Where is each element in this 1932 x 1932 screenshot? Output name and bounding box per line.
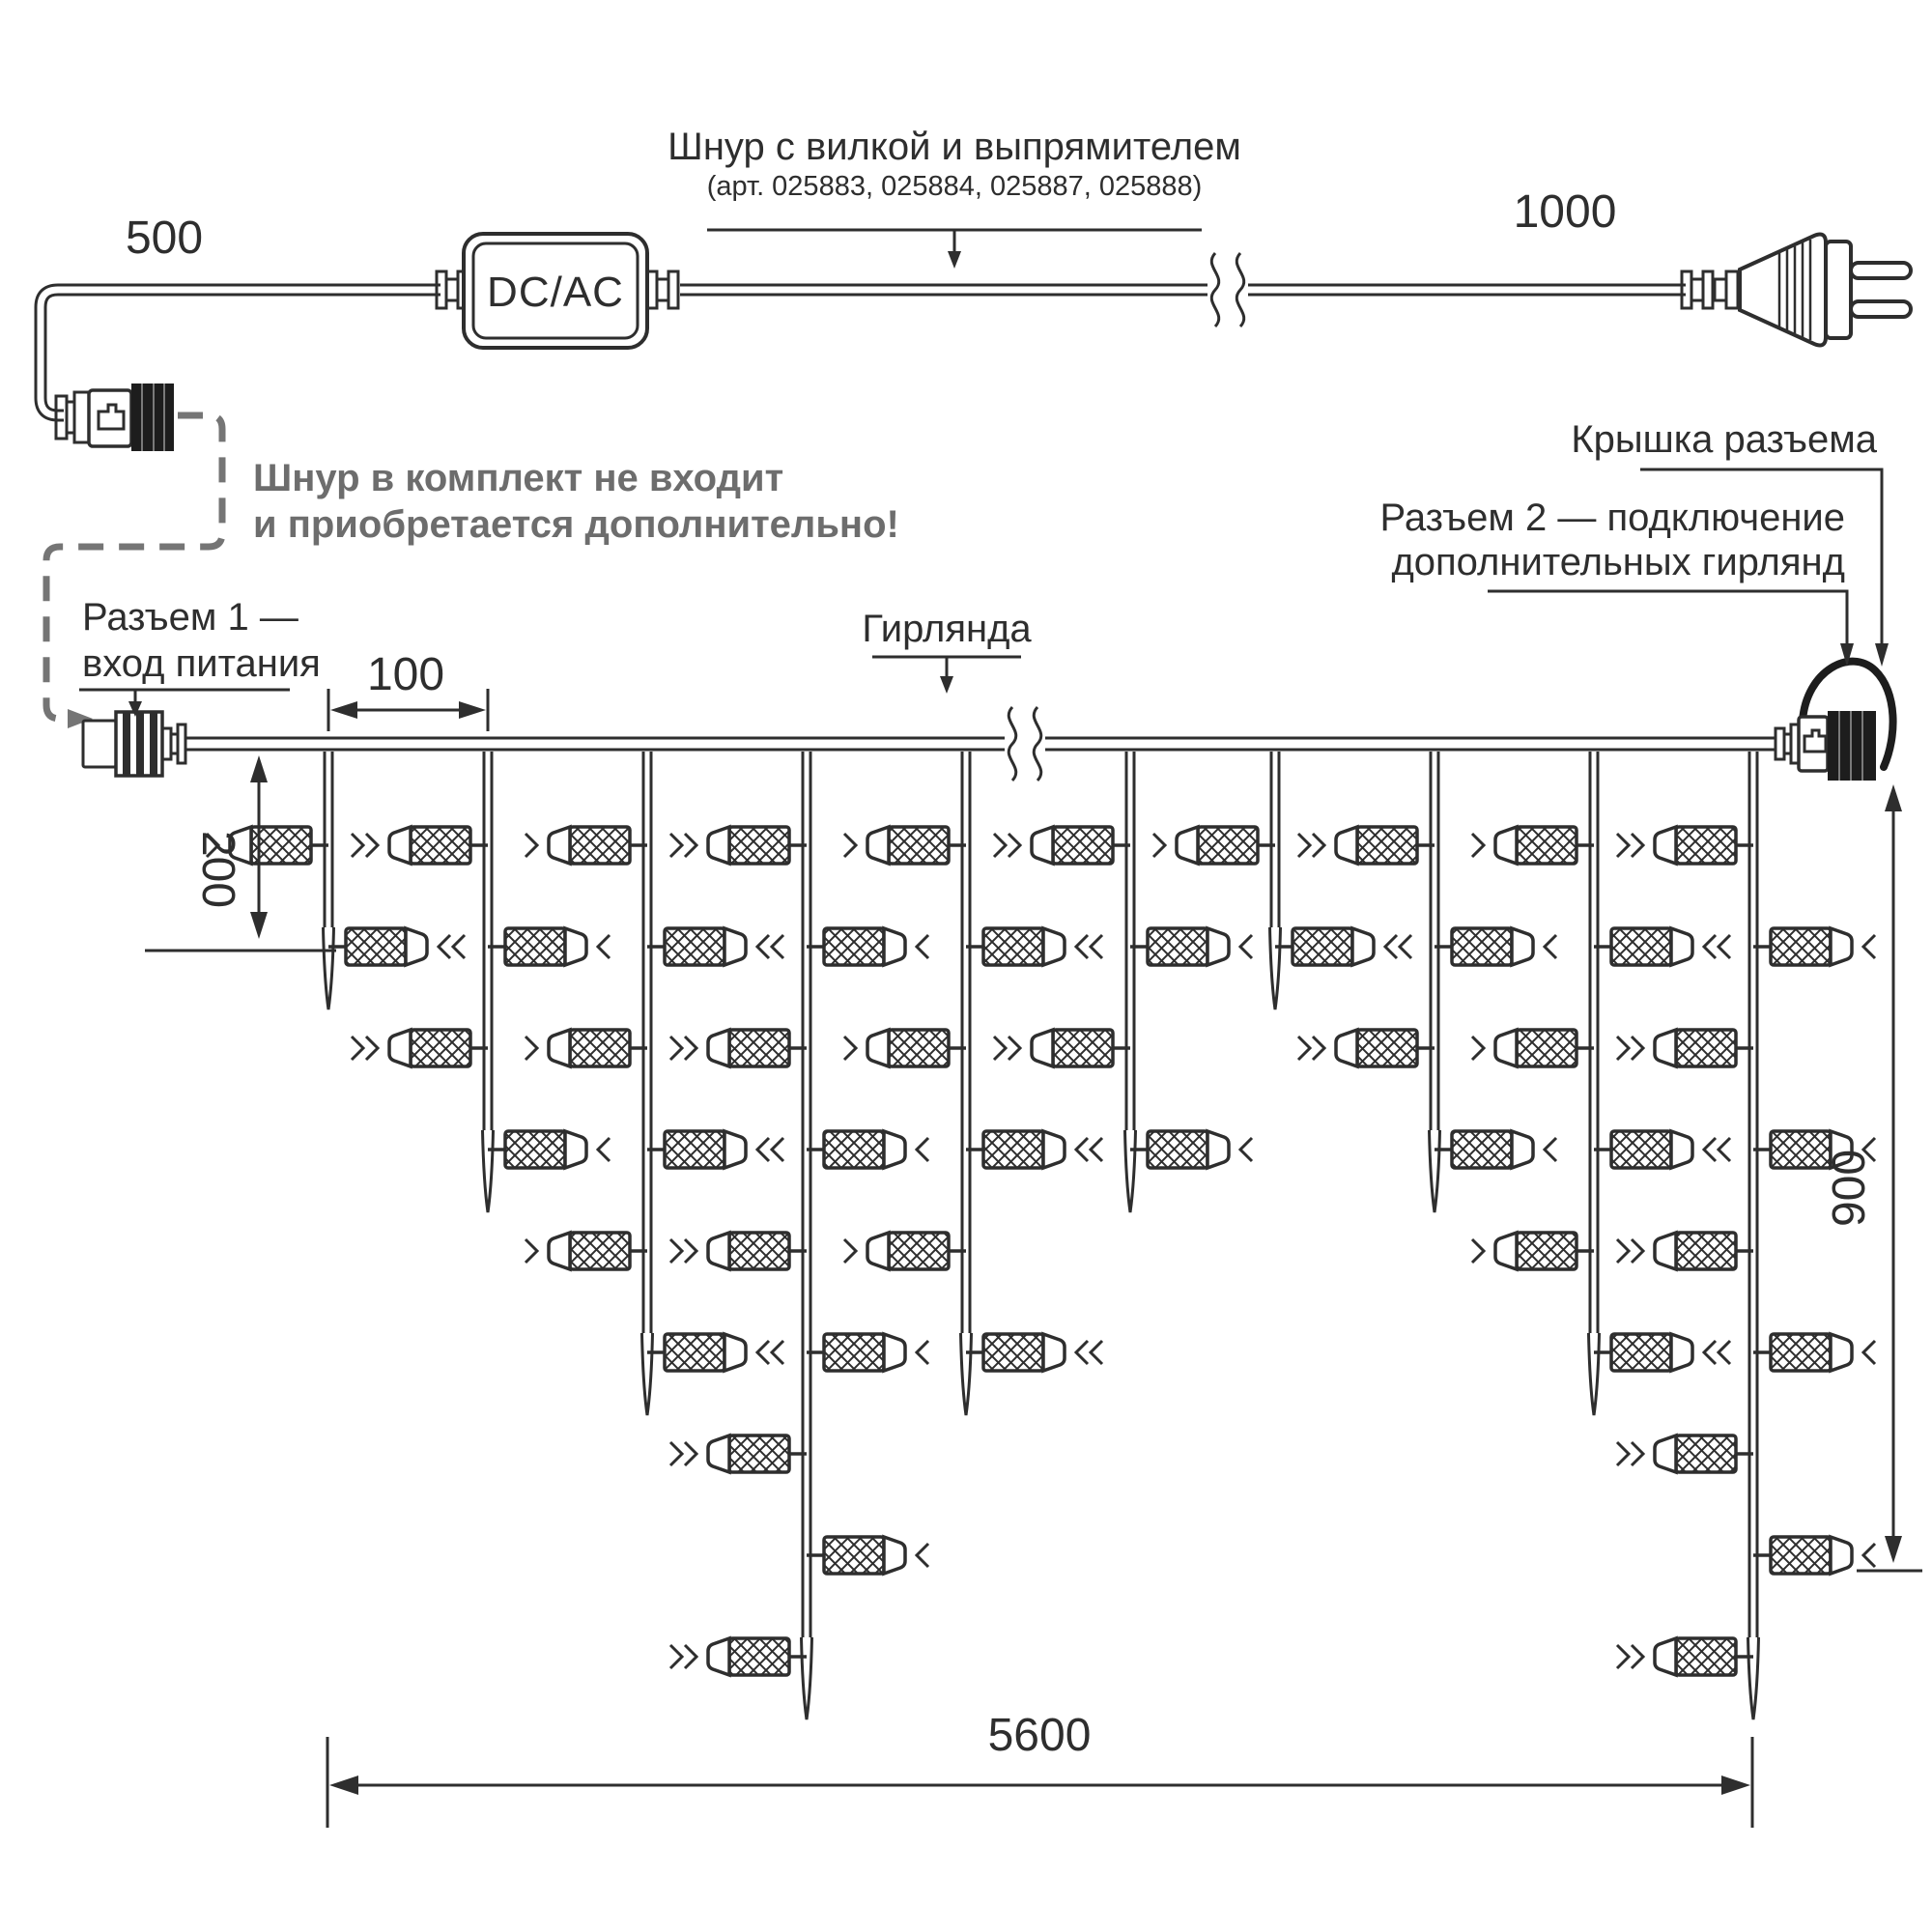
bulb-body (1053, 1030, 1113, 1066)
connector1-callout (79, 596, 321, 717)
light-rays-icon (1632, 1239, 1643, 1263)
led-bulb (844, 1233, 966, 1269)
arrow-down-icon (940, 676, 953, 694)
bulb-cap (867, 827, 889, 864)
light-rays-icon (772, 1341, 783, 1364)
dim-500: 500 (125, 213, 204, 264)
bulb-body (1357, 827, 1417, 864)
led-bulb (1130, 928, 1252, 965)
bulb-cap (1352, 928, 1374, 965)
light-rays-icon (1704, 935, 1716, 958)
dim-100: 100 (366, 649, 445, 700)
light-rays-icon (598, 1138, 610, 1161)
bulb-body (1517, 827, 1577, 864)
bulb-cap (724, 1334, 746, 1371)
gray-arrow-icon (68, 709, 93, 728)
led-bulb (1435, 928, 1556, 965)
light-rays-icon (1632, 1442, 1643, 1465)
led-bulb (1617, 827, 1753, 864)
bulb-body (1771, 1537, 1831, 1574)
light-rays-icon (1719, 1138, 1730, 1161)
bulb-body (1357, 1030, 1417, 1066)
light-rays-icon (1617, 1645, 1629, 1668)
led-bulb (966, 928, 1102, 965)
light-rays-icon (366, 834, 378, 857)
bulb-cap (1655, 1030, 1676, 1066)
led-bulb (488, 1131, 610, 1168)
bulb-body (1293, 928, 1352, 965)
arrow-down-icon (948, 251, 961, 269)
light-rays-icon (366, 1037, 378, 1060)
drop-tip (1125, 1130, 1136, 1212)
bulb-body (729, 1233, 789, 1269)
led-bulb (807, 1334, 928, 1371)
light-rays-icon (1617, 1037, 1629, 1060)
light-rays-icon (1313, 834, 1324, 857)
light-rays-icon (1472, 1239, 1484, 1263)
dim-900: 900 (1824, 1149, 1875, 1228)
light-rays-icon (1076, 935, 1088, 958)
led-bulb (1298, 1030, 1435, 1066)
bulb-cap (1831, 1537, 1852, 1574)
bulb-cap (884, 1131, 905, 1168)
led-bulb (994, 1030, 1130, 1066)
bulb-cap (708, 1030, 729, 1066)
bulb-cap (1495, 1233, 1517, 1269)
bulb-cap (1831, 928, 1852, 965)
led-bulb (807, 1537, 928, 1574)
bulb-body (1771, 1334, 1831, 1371)
cord-title: Шнур с вилкой и выпрямителем (668, 126, 1241, 168)
bulb-body (665, 928, 724, 965)
light-rays-icon (1240, 1138, 1252, 1161)
light-rays-icon (670, 834, 682, 857)
bulb-cap (406, 928, 427, 965)
drop-tip (1270, 927, 1281, 1009)
bulb-body (824, 1334, 884, 1371)
led-bulb (1617, 1030, 1753, 1066)
light-rays-icon (1091, 935, 1102, 958)
bulb-cap (708, 827, 729, 864)
light-rays-icon (757, 935, 769, 958)
bulb-cap (1208, 1131, 1229, 1168)
led-bulb (1275, 928, 1411, 965)
dim-5600-group (327, 1710, 1752, 1828)
bulb-cap (867, 1233, 889, 1269)
drop-tip (802, 1637, 812, 1719)
bulb-cap (549, 827, 570, 864)
bulb-cap (724, 928, 746, 965)
light-rays-icon (1632, 834, 1643, 857)
bulb-body (1053, 827, 1113, 864)
bulb-cap (884, 1334, 905, 1371)
light-rays-icon (685, 1442, 696, 1465)
bulb-cap (389, 827, 411, 864)
dcac-label: DC/AC (487, 269, 624, 316)
led-bulb (966, 1131, 1102, 1168)
light-rays-icon (1704, 1138, 1716, 1161)
led-bulb (1617, 1638, 1753, 1675)
bulb-body (1452, 928, 1512, 965)
bulb-cap (389, 1030, 411, 1066)
light-rays-icon (1617, 1239, 1629, 1263)
led-bulb (647, 1334, 783, 1371)
bulb-cap (884, 928, 905, 965)
light-rays-icon (757, 1341, 769, 1364)
led-bulb (1617, 1435, 1753, 1472)
light-rays-icon (526, 834, 537, 857)
light-rays-icon (1400, 935, 1411, 958)
bulb-body (1611, 1334, 1671, 1371)
bulb-body (1676, 1638, 1736, 1675)
light-rays-icon (1298, 834, 1310, 857)
light-rays-icon (772, 1138, 783, 1161)
led-bulb (670, 1435, 807, 1472)
led-bulb (966, 1334, 1102, 1371)
light-rays-icon (1545, 1138, 1556, 1161)
light-rays-icon (685, 1239, 696, 1263)
led-bulb (670, 827, 807, 864)
led-bulb (670, 1638, 807, 1675)
dim-900-group (1824, 784, 1922, 1571)
light-rays-icon (1863, 935, 1875, 958)
bulb-body (1517, 1233, 1577, 1269)
light-rays-icon (917, 935, 928, 958)
led-bulb (1753, 1537, 1875, 1574)
bulb-body (570, 1233, 630, 1269)
drop-tip (1748, 1637, 1759, 1719)
bulb-cap (1043, 1334, 1065, 1371)
bulb-body (665, 1334, 724, 1371)
bulb-body (889, 827, 949, 864)
connector-cap-icon (131, 384, 174, 451)
light-rays-icon (685, 1645, 696, 1668)
led-bulb (526, 827, 647, 864)
bulb-body (1771, 1131, 1831, 1168)
led-bulb (488, 928, 610, 965)
bulb-cap (1655, 1638, 1676, 1675)
drop-tip (1430, 1130, 1440, 1212)
led-bulb (670, 1030, 807, 1066)
light-rays-icon (917, 1544, 928, 1567)
light-rays-icon (1009, 834, 1020, 857)
bulb-body (983, 1334, 1043, 1371)
bulb-cap (708, 1638, 729, 1675)
light-rays-icon (526, 1037, 537, 1060)
led-bulb (1594, 928, 1730, 965)
light-rays-icon (1091, 1341, 1102, 1364)
bulb-cap (867, 1030, 889, 1066)
bulb-cap (724, 1131, 746, 1168)
led-bulb (1153, 827, 1275, 864)
drop-tip (483, 1130, 494, 1212)
dim-100-group (328, 649, 488, 731)
light-rays-icon (1313, 1037, 1324, 1060)
connector2-callout (1380, 497, 1854, 667)
cord-break-icon (1211, 253, 1244, 327)
light-rays-icon (1009, 1037, 1020, 1060)
led-bulb (807, 928, 928, 965)
light-rays-icon (1545, 935, 1556, 958)
bulb-cap (1671, 928, 1692, 965)
garland-main-wire (185, 707, 1776, 781)
dim-200: 200 (192, 830, 243, 909)
bulb-body (346, 928, 406, 965)
light-rays-icon (772, 935, 783, 958)
bulb-cap (549, 1030, 570, 1066)
light-rays-icon (994, 1037, 1006, 1060)
bulb-body (824, 1131, 884, 1168)
bulb-cap (708, 1435, 729, 1472)
bulb-body (1676, 1030, 1736, 1066)
bulb-body (1148, 1131, 1208, 1168)
light-rays-icon (1704, 1341, 1716, 1364)
led-bulb (1594, 1131, 1730, 1168)
led-bulb (1472, 1233, 1594, 1269)
light-rays-icon (1632, 1037, 1643, 1060)
bulb-body (1517, 1030, 1577, 1066)
connector2-label-line1: Разъем 2 — подключение (1379, 497, 1845, 539)
bulb-cap (1177, 827, 1198, 864)
bulb-body (505, 1131, 565, 1168)
bulb-body (1676, 827, 1736, 864)
bulb-cap (565, 928, 586, 965)
bulb-cap (1032, 827, 1053, 864)
bulb-body (824, 928, 884, 965)
bulb-cap (1512, 1131, 1533, 1168)
led-bulb (844, 1030, 966, 1066)
bulb-body (1148, 928, 1208, 965)
wire-break-icon (1009, 707, 1041, 781)
bulb-cap (1336, 827, 1357, 864)
cord-articles: (арт. 025883, 025884, 025887, 025888) (706, 171, 1203, 202)
bulb-body (1676, 1233, 1736, 1269)
led-bulb (1594, 1334, 1730, 1371)
led-bulb (526, 1030, 647, 1066)
bulb-cap (1655, 1435, 1676, 1472)
bulb-body (570, 827, 630, 864)
bulb-body (1676, 1435, 1736, 1472)
led-bulb (352, 827, 488, 864)
cord-right-segment (680, 253, 1686, 327)
cap-label: Крышка разъема (1571, 418, 1877, 461)
bulb-body (411, 827, 470, 864)
bulb-body (1771, 928, 1831, 965)
light-rays-icon (453, 935, 465, 958)
drop-tip (642, 1333, 653, 1415)
led-bulb (352, 1030, 488, 1066)
light-rays-icon (1298, 1037, 1310, 1060)
power-cord-assembly (41, 126, 1911, 451)
bulb-cap (1671, 1131, 1692, 1168)
bulb-cap (1671, 1334, 1692, 1371)
led-bulb (1130, 1131, 1252, 1168)
light-rays-icon (598, 935, 610, 958)
bulb-cap (708, 1233, 729, 1269)
led-bulb (844, 827, 966, 864)
led-bulb (647, 928, 783, 965)
bulb-body (1198, 827, 1258, 864)
light-rays-icon (1240, 935, 1252, 958)
led-bulb (1472, 827, 1594, 864)
light-rays-icon (685, 1037, 696, 1060)
bulb-cap (1043, 1131, 1065, 1168)
bulb-cap (1831, 1334, 1852, 1371)
garland-label: Гирлянда (862, 608, 1032, 650)
bulb-cap (1495, 1030, 1517, 1066)
garland-callout (862, 608, 1032, 694)
light-rays-icon (1385, 935, 1397, 958)
light-rays-icon (352, 1037, 363, 1060)
connector1-label-line2: вход питания (82, 642, 321, 685)
bulb-body (889, 1030, 949, 1066)
bulb-body (1452, 1131, 1512, 1168)
light-rays-icon (1719, 935, 1730, 958)
bulb-cap (565, 1131, 586, 1168)
light-rays-icon (994, 834, 1006, 857)
light-rays-icon (1617, 834, 1629, 857)
bulb-cap (1043, 928, 1065, 965)
bulb-body (729, 827, 789, 864)
bulb-body (411, 1030, 470, 1066)
connector2-label-line2: дополнительных гирлянд (1391, 541, 1845, 583)
light-rays-icon (670, 1037, 682, 1060)
bulb-body (665, 1131, 724, 1168)
led-bulb (1298, 827, 1435, 864)
bulb-body (983, 928, 1043, 965)
bulb-body (983, 1131, 1043, 1168)
led-bulb (1753, 1334, 1875, 1371)
bulb-body (889, 1233, 949, 1269)
light-rays-icon (844, 1239, 856, 1263)
led-bulb (1617, 1233, 1753, 1269)
bulb-cap (884, 1537, 905, 1574)
note-line1: Шнур в комплект не входит (253, 457, 784, 499)
light-rays-icon (526, 1239, 537, 1263)
light-rays-icon (1719, 1341, 1730, 1364)
bulb-cap (1655, 1233, 1676, 1269)
light-rays-icon (670, 1645, 682, 1668)
light-rays-icon (439, 935, 450, 958)
dim-1000: 1000 (1513, 186, 1617, 238)
light-rays-icon (1472, 1037, 1484, 1060)
light-rays-icon (1863, 1544, 1875, 1567)
light-rays-icon (844, 834, 856, 857)
bulb-body (729, 1030, 789, 1066)
light-rays-icon (1076, 1341, 1088, 1364)
bulb-cap (1336, 1030, 1357, 1066)
light-rays-icon (1091, 1138, 1102, 1161)
light-rays-icon (1863, 1341, 1875, 1364)
led-bulb (647, 1131, 783, 1168)
led-bulb (328, 928, 465, 965)
bulb-cap (549, 1233, 570, 1269)
light-rays-icon (1472, 834, 1484, 857)
light-rays-icon (685, 834, 696, 857)
light-rays-icon (1617, 1442, 1629, 1465)
led-bulb (1472, 1030, 1594, 1066)
led-bulb (1753, 928, 1875, 965)
light-rays-icon (757, 1138, 769, 1161)
light-rays-icon (1076, 1138, 1088, 1161)
connector1-label-line1: Разъем 1 — (82, 596, 298, 639)
drop-tip (324, 927, 334, 1009)
garland-bulbs-layer (207, 827, 1875, 1675)
cord-output-connector (56, 384, 174, 451)
light-rays-icon (844, 1037, 856, 1060)
bulb-cap (1512, 928, 1533, 965)
light-rays-icon (1153, 834, 1165, 857)
connector-cap-icon (1828, 711, 1876, 781)
connector-1 (83, 712, 185, 776)
bulb-cap (1032, 1030, 1053, 1066)
drop-tip (1589, 1333, 1600, 1415)
arrow-down-icon (1875, 643, 1889, 667)
light-rays-icon (1632, 1645, 1643, 1668)
bulb-body (570, 1030, 630, 1066)
connector-2 (1776, 662, 1893, 781)
power-plug-icon (1682, 235, 1911, 346)
led-bulb (526, 1233, 647, 1269)
led-bulb (994, 827, 1130, 864)
bulb-cap (1495, 827, 1517, 864)
bulb-body (729, 1435, 789, 1472)
dim-5600: 5600 (987, 1710, 1092, 1761)
led-bulb (1435, 1131, 1556, 1168)
light-rays-icon (670, 1442, 682, 1465)
dcac-converter (437, 234, 678, 348)
light-rays-icon (917, 1341, 928, 1364)
note-line2: и приобретается дополнительно! (253, 503, 899, 546)
led-bulb (670, 1233, 807, 1269)
light-rays-icon (670, 1239, 682, 1263)
drop-tip (961, 1333, 972, 1415)
bulb-body (1611, 928, 1671, 965)
light-rays-icon (917, 1138, 928, 1161)
bulb-cap (1208, 928, 1229, 965)
bulb-cap (1655, 827, 1676, 864)
bulb-body (824, 1537, 884, 1574)
bulb-body (505, 928, 565, 965)
cord-title-callout (668, 126, 1241, 269)
led-bulb (807, 1131, 928, 1168)
light-rays-icon (352, 834, 363, 857)
bulb-body (1611, 1131, 1671, 1168)
bulb-body (729, 1638, 789, 1675)
